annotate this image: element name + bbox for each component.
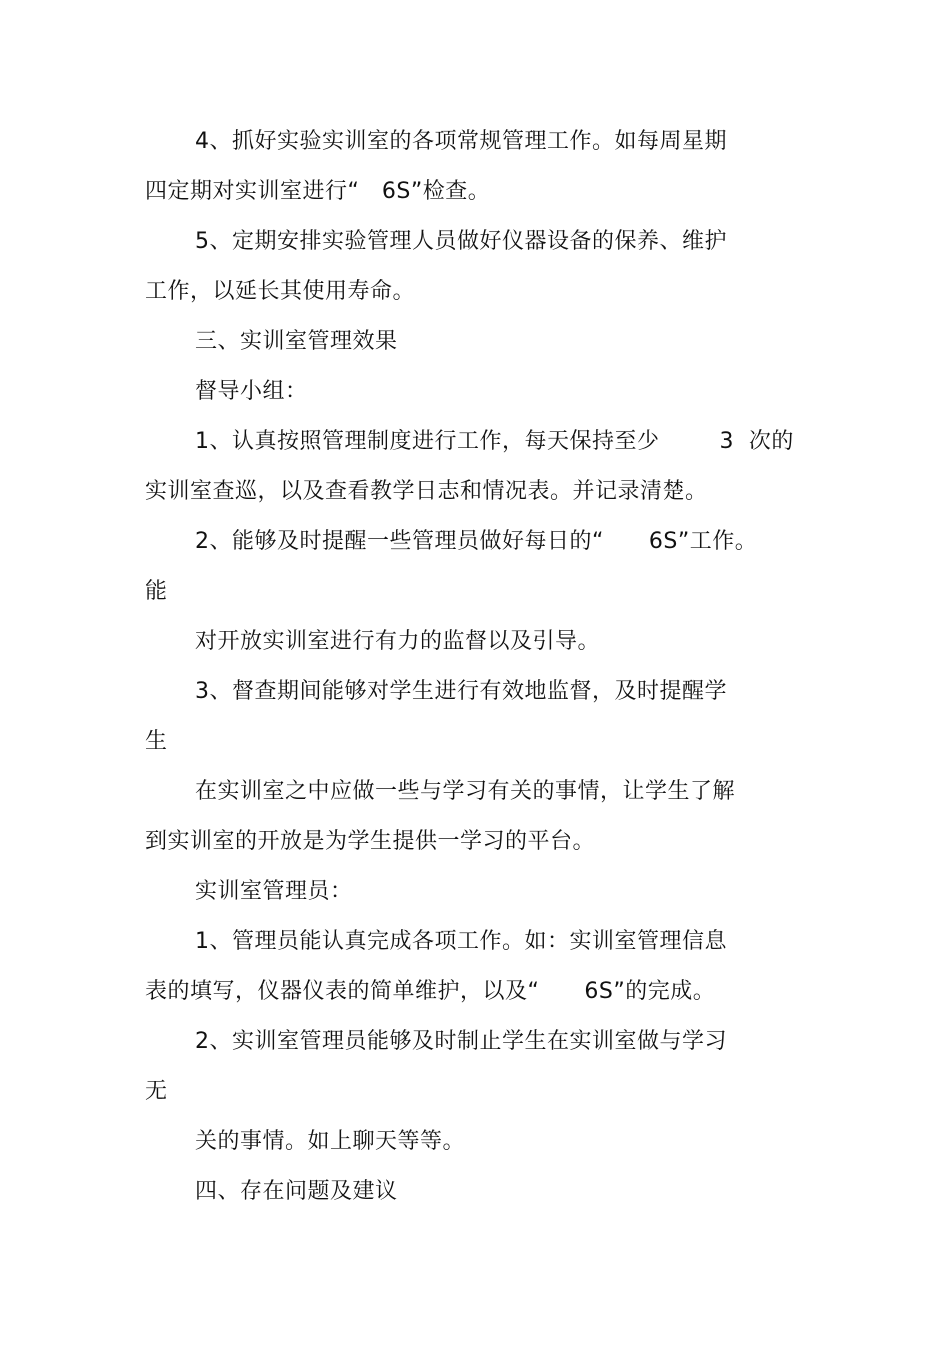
paragraph-line: 5、定期安排实验管理人员做好仪器设备的保养、维护 (195, 229, 727, 254)
subsection-heading: 实训室管理员： (195, 879, 353, 904)
paragraph-line: 表的填写，仪器仪表的简单维护，以及“ 6S”的完成。 (145, 979, 716, 1004)
paragraph-line: 4、抓好实验实训室的各项常规管理工作。如每周星期 (195, 129, 727, 154)
subsection-heading: 督导小组： (195, 379, 308, 404)
paragraph-line: 能 (145, 579, 168, 604)
paragraph-line: 1、管理员能认真完成各项工作。如：实训室管理信息 (195, 929, 727, 954)
paragraph-line: 对开放实训室进行有力的监督以及引导。 (195, 629, 601, 654)
paragraph-line: 到实训室的开放是为学生提供一学习的平台。 (145, 829, 596, 854)
paragraph-line: 3、督查期间能够对学生进行有效地监督，及时提醒学 (195, 679, 727, 704)
paragraph-line: 在实训室之中应做一些与学习有关的事情，让学生了解 (195, 779, 736, 804)
paragraph-line: 无 (145, 1079, 168, 1104)
paragraph-line: 1、认真按照管理制度进行工作，每天保持至少 3 次的 (195, 429, 794, 454)
section-heading: 三、实训室管理效果 (195, 329, 398, 354)
paragraph-line: 关的事情。如上聊天等等。 (195, 1129, 466, 1154)
paragraph-line: 2、能够及时提醒一些管理员做好每日的“ 6S”工作。 (195, 529, 758, 554)
paragraph-line: 工作，以延长其使用寿命。 (145, 279, 416, 304)
paragraph-line: 生 (145, 729, 168, 754)
paragraph-line: 2、实训室管理员能够及时制止学生在实训室做与学习 (195, 1029, 727, 1054)
paragraph-line: 四定期对实训室进行“ 6S”检查。 (145, 179, 491, 204)
paragraph-line: 实训室查巡，以及查看教学日志和情况表。并记录清楚。 (145, 479, 708, 504)
section-heading: 四、存在问题及建议 (195, 1179, 398, 1204)
